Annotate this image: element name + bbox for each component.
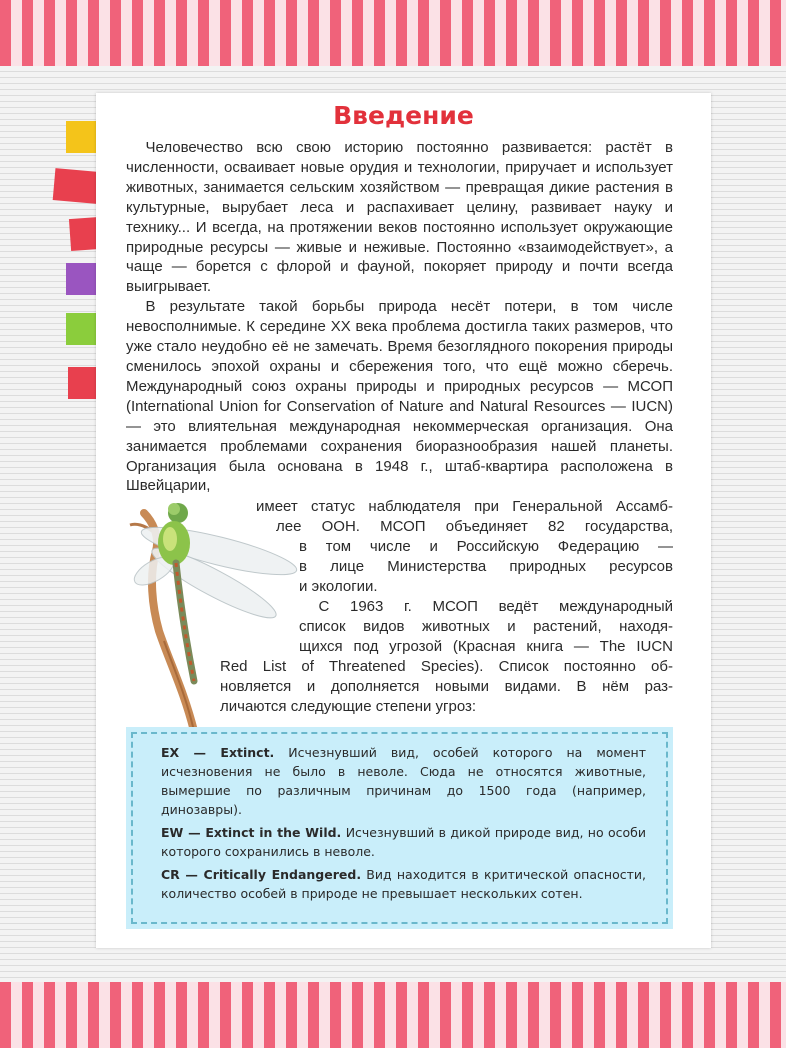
wrap-line-1: имеет статус наблюдателя при Генеральной Ассамб- [256,498,673,515]
side-tab-purple [66,263,96,295]
side-tab-red [68,367,98,399]
category-description: Исчезнувший в дикой природе вид, но особи которого сохранились в неволе. [161,825,646,859]
wrap-line-4: в лице Министерства природных ресурсов [299,558,673,575]
category-description: Вид находится в критической опасности, количество особей в природе не превышает нескольких сотен. [161,867,646,901]
intro-text [126,138,673,496]
book-page [96,93,711,948]
wrap-line-7: список видов животных и растений, находя- [299,618,673,635]
intro-paragraph-1: Человечество всю свою историю постоянно развивается: растёт в численности, осваивает новые орудия и технологии, приручает и использует животных, занимается сельским хозяйством — превращая дикие растения в культурные, вырубает леса и распахивает целину, развивает науку и технику... И всегда, на протяжении веков постоянно использует окружающие природные ресурсы — живые и неживые. Постоянно «взаимодействует», а чаще — борется с флорой и фауной, покоряет природу и почти всегда выигрывает. [126,139,673,296]
wrap-line-11: личаются следующие степени угроз: [220,698,477,715]
category-ex [161,743,646,819]
wrap-line-9: Red List of Threatened Species). Список постоянно об- [220,658,673,675]
wrap-line-5: и экологии. [299,578,378,595]
side-tab-yellow [66,121,96,153]
wrap-line-10: новляется и дополняется новыми видами. В нём раз- [220,678,673,695]
intro-paragraph-2: В результате такой борьбы природа несёт потери, в том числе невосполнимые. К середине XX века проблема достигла таких размеров, что уже стало неудобно её не замечать. Время безоглядного покорения природы сменилось эпохой охраны и сбережения того, что ещё можно сберечь. Международный союз охраны природы и природных ресурсов — МСОП (International Union for Conservation of Nature and Natural Resources — IUCN) — это влиятельная международная некоммерческая организация. Она занимается проблемами сохранения биоразнообразия нашей планеты. Организация была основана в 1948 г., штаб-квартира расположена в Швейцарии, [126,298,673,495]
wrap-line-3: в том числе и Российскую Федерацию — [299,538,673,555]
side-tab-red [53,168,100,204]
bottom-stripe-band [0,982,786,1048]
category-code: CR — Critically Endangered. [161,867,362,882]
side-tab-green [66,313,96,345]
threat-categories-box [126,727,673,929]
page-title: Введение [333,101,474,130]
category-ew [161,823,646,861]
wrap-line-8: щихся под угрозой (Красная книга — The IUCN [299,638,673,655]
wrap-line-2: лее ООН. МСОП объединяет 82 государства, [276,518,673,535]
category-description: Исчезнувший вид, особей которого на момент исчезновения не было в неволе. Сюда не относятся животные, вымершие по различным причинам до 1500 года (например, динозавры). [161,745,646,817]
top-stripe-band [0,0,786,66]
category-code: EW — Extinct in the Wild. [161,825,342,840]
category-cr [161,865,646,903]
category-code: EX — Extinct. [161,745,275,760]
threat-categories-dashed-frame [131,732,668,924]
wrap-line-6: С 1963 г. МСОП ведёт международный [318,598,673,615]
